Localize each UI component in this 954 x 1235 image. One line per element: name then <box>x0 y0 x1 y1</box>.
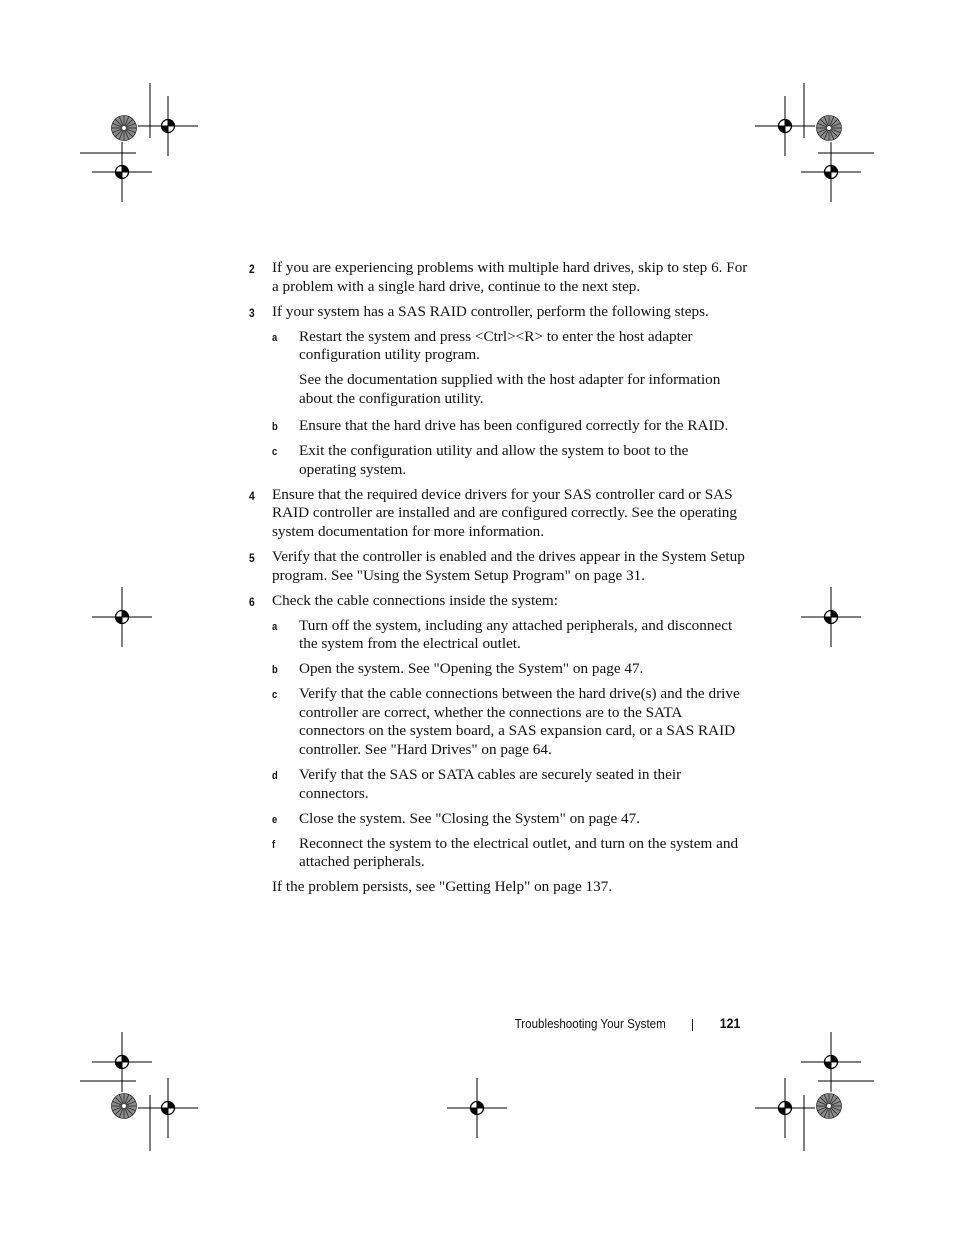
step-4 <box>249 486 749 542</box>
step-number: 2 <box>249 262 255 276</box>
substep-text: Open the system. See "Opening the System" on page 47. <box>299 660 644 678</box>
step-number: 6 <box>249 594 255 609</box>
substep-3b <box>249 417 749 436</box>
substep-text: Close the system. See "Closing the System" on page 47. <box>299 809 641 827</box>
step-number: 5 <box>249 551 255 566</box>
substep-text: Turn off the system, including any attached peripherals, and disconnect the system from the electrical outlet. <box>299 616 733 653</box>
note-text: See the documentation supplied with the host adapter for information about the configuration utility. <box>299 371 721 407</box>
substep-text: Exit the configuration utility and allow the system to boot to the operating system. <box>299 442 689 478</box>
substep-6e <box>249 810 749 829</box>
substep-text: Verify that the cable connections between the hard drive(s) and the drive controller are correct, whether the connections are to the SATA connectors on the system board, a SAS expansion card, or a SAS RAID controller. See "Hard Drives" on page 64. <box>299 685 740 758</box>
step-number: 4 <box>249 488 255 503</box>
substep-6d <box>249 766 749 803</box>
step-text: Verify that the controller is enabled and the drives appear in the System Setup program. See "Using the System Setup Program" on page 31. <box>272 548 745 584</box>
substep-letter: e <box>272 813 278 826</box>
page-footer <box>0 1015 954 1035</box>
substep-letter: c <box>272 689 278 702</box>
substep-text: Restart the system and press <Ctrl><R> to enter the host adapter configuration utility program. <box>299 327 693 364</box>
closing-paragraph <box>249 878 749 897</box>
step-2 <box>249 259 749 296</box>
step-text: If your system has a SAS RAID controller, perform the following steps. <box>272 302 709 320</box>
step-text: Check the cable connections inside the system: <box>272 591 558 609</box>
substep-6f <box>249 835 749 872</box>
step-number: 3 <box>249 305 255 320</box>
substep-text: Reconnect the system to the electrical outlet, and turn on the system and attached peripherals. <box>299 834 739 871</box>
substep-6b <box>249 660 749 679</box>
substep-text: Verify that the SAS or SATA cables are securely seated in their connectors. <box>299 765 682 802</box>
step-5 <box>249 548 749 585</box>
substep-6c <box>249 685 749 759</box>
substep-letter: c <box>272 446 278 459</box>
page-number: 121 <box>719 1015 740 1031</box>
substep-3a-note <box>249 371 749 408</box>
substep-3c <box>249 442 749 479</box>
footer-separator <box>692 1019 693 1031</box>
step-6 <box>249 592 749 611</box>
closing-text: If the problem persists, see "Getting Help" on page 137. <box>272 878 613 896</box>
substep-letter: b <box>272 664 278 677</box>
substep-letter: d <box>272 769 278 782</box>
substep-6a <box>249 617 749 654</box>
substep-letter: f <box>272 838 276 851</box>
step-text: If you are experiencing problems with multiple hard drives, skip to step 6. For a problem with a single hard drive, continue to the next step. <box>272 259 748 295</box>
substep-letter: b <box>272 421 278 434</box>
substep-text: Ensure that the hard drive has been configured correctly for the RAID. <box>299 417 729 435</box>
procedure-list <box>249 259 749 903</box>
step-3 <box>249 303 749 322</box>
substep-letter: a <box>272 620 278 633</box>
step-text: Ensure that the required device drivers for your SAS controller card or SAS RAID controller are installed and are configured correctly. See the operating system documentation for more information. <box>272 485 737 541</box>
substep-letter: a <box>272 331 278 344</box>
substep-3a <box>249 328 749 365</box>
footer-section-title: Troubleshooting Your System <box>514 1016 666 1031</box>
